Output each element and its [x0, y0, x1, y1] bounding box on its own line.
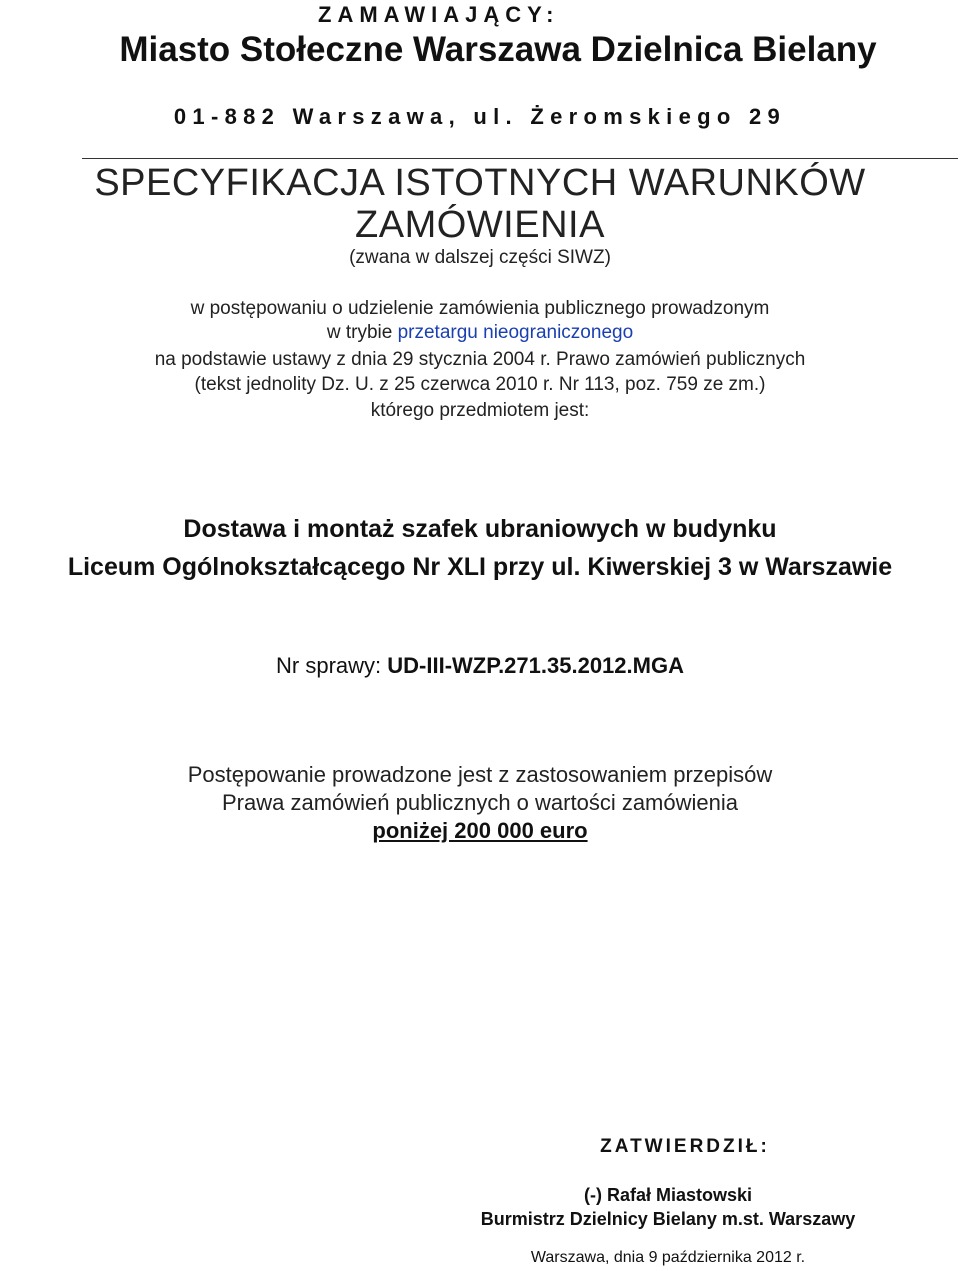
procurement-mode: przetargu nieograniczonego: [397, 322, 634, 343]
document-title-line1: SPECYFIKACJA ISTOTNYCH WARUNKÓW: [94, 162, 866, 204]
header-divider: [82, 158, 958, 159]
procedure-line1: Postępowanie prowadzone jest z zastosowaniem przepisów: [187, 762, 773, 787]
intro-line1: w postępowaniu o udzielenie zamówienia publicznego prowadzonym: [190, 298, 770, 319]
case-number-value: UD-III-WZP.271.35.2012.MGA: [387, 653, 684, 678]
intro-line4: (tekst jednolity Dz. U. z 25 czerwca 2010 r. Nr 113, poz. 759 ze zm.): [194, 374, 766, 395]
subject-line2: Liceum Ogólnokształcącego Nr XLI przy ul. Kiwerskiej 3 w Warszawie: [67, 553, 893, 581]
procedure-line2: Prawa zamówień publicznych o wartości zamówienia: [221, 790, 738, 815]
signer-title: Burmistrz Dzielnicy Bielany m.st. Warszawy: [480, 1209, 856, 1229]
case-number-label: Nr sprawy:: [276, 653, 388, 678]
document-title-line2: ZAMÓWIENIA: [355, 204, 605, 246]
signer-name: (-) Rafał Miastowski: [583, 1185, 753, 1205]
subject-line1: Dostawa i montaż szafek ubraniowych w budynku: [183, 515, 777, 543]
procedure-threshold: poniżej 200 000 euro: [372, 818, 588, 843]
organization-name: Miasto Stołeczne Warszawa Dzielnica Bielany: [119, 30, 877, 69]
intro-mode-prefix: w trybie: [326, 322, 398, 343]
procedure-line3: [0, 818, 960, 844]
document-date: Warszawa, dnia 9 października 2012 r.: [530, 1249, 806, 1266]
document-subtitle: (zwana w dalszej części SIWZ): [349, 247, 611, 268]
organization-address: 01-882 Warszawa, ul. Żeromskiego 29: [173, 104, 787, 129]
case-number: [0, 653, 960, 679]
contracting-authority-label: ZAMAWIAJĄCY:: [318, 2, 560, 27]
approval-label: ZATWIERDZIŁ:: [600, 1136, 770, 1157]
intro-line3: na podstawie ustawy z dnia 29 stycznia 2004 r. Prawo zamówień publicznych: [154, 349, 806, 370]
intro-line2: [0, 322, 960, 344]
intro-line5: którego przedmiotem jest:: [370, 400, 590, 421]
